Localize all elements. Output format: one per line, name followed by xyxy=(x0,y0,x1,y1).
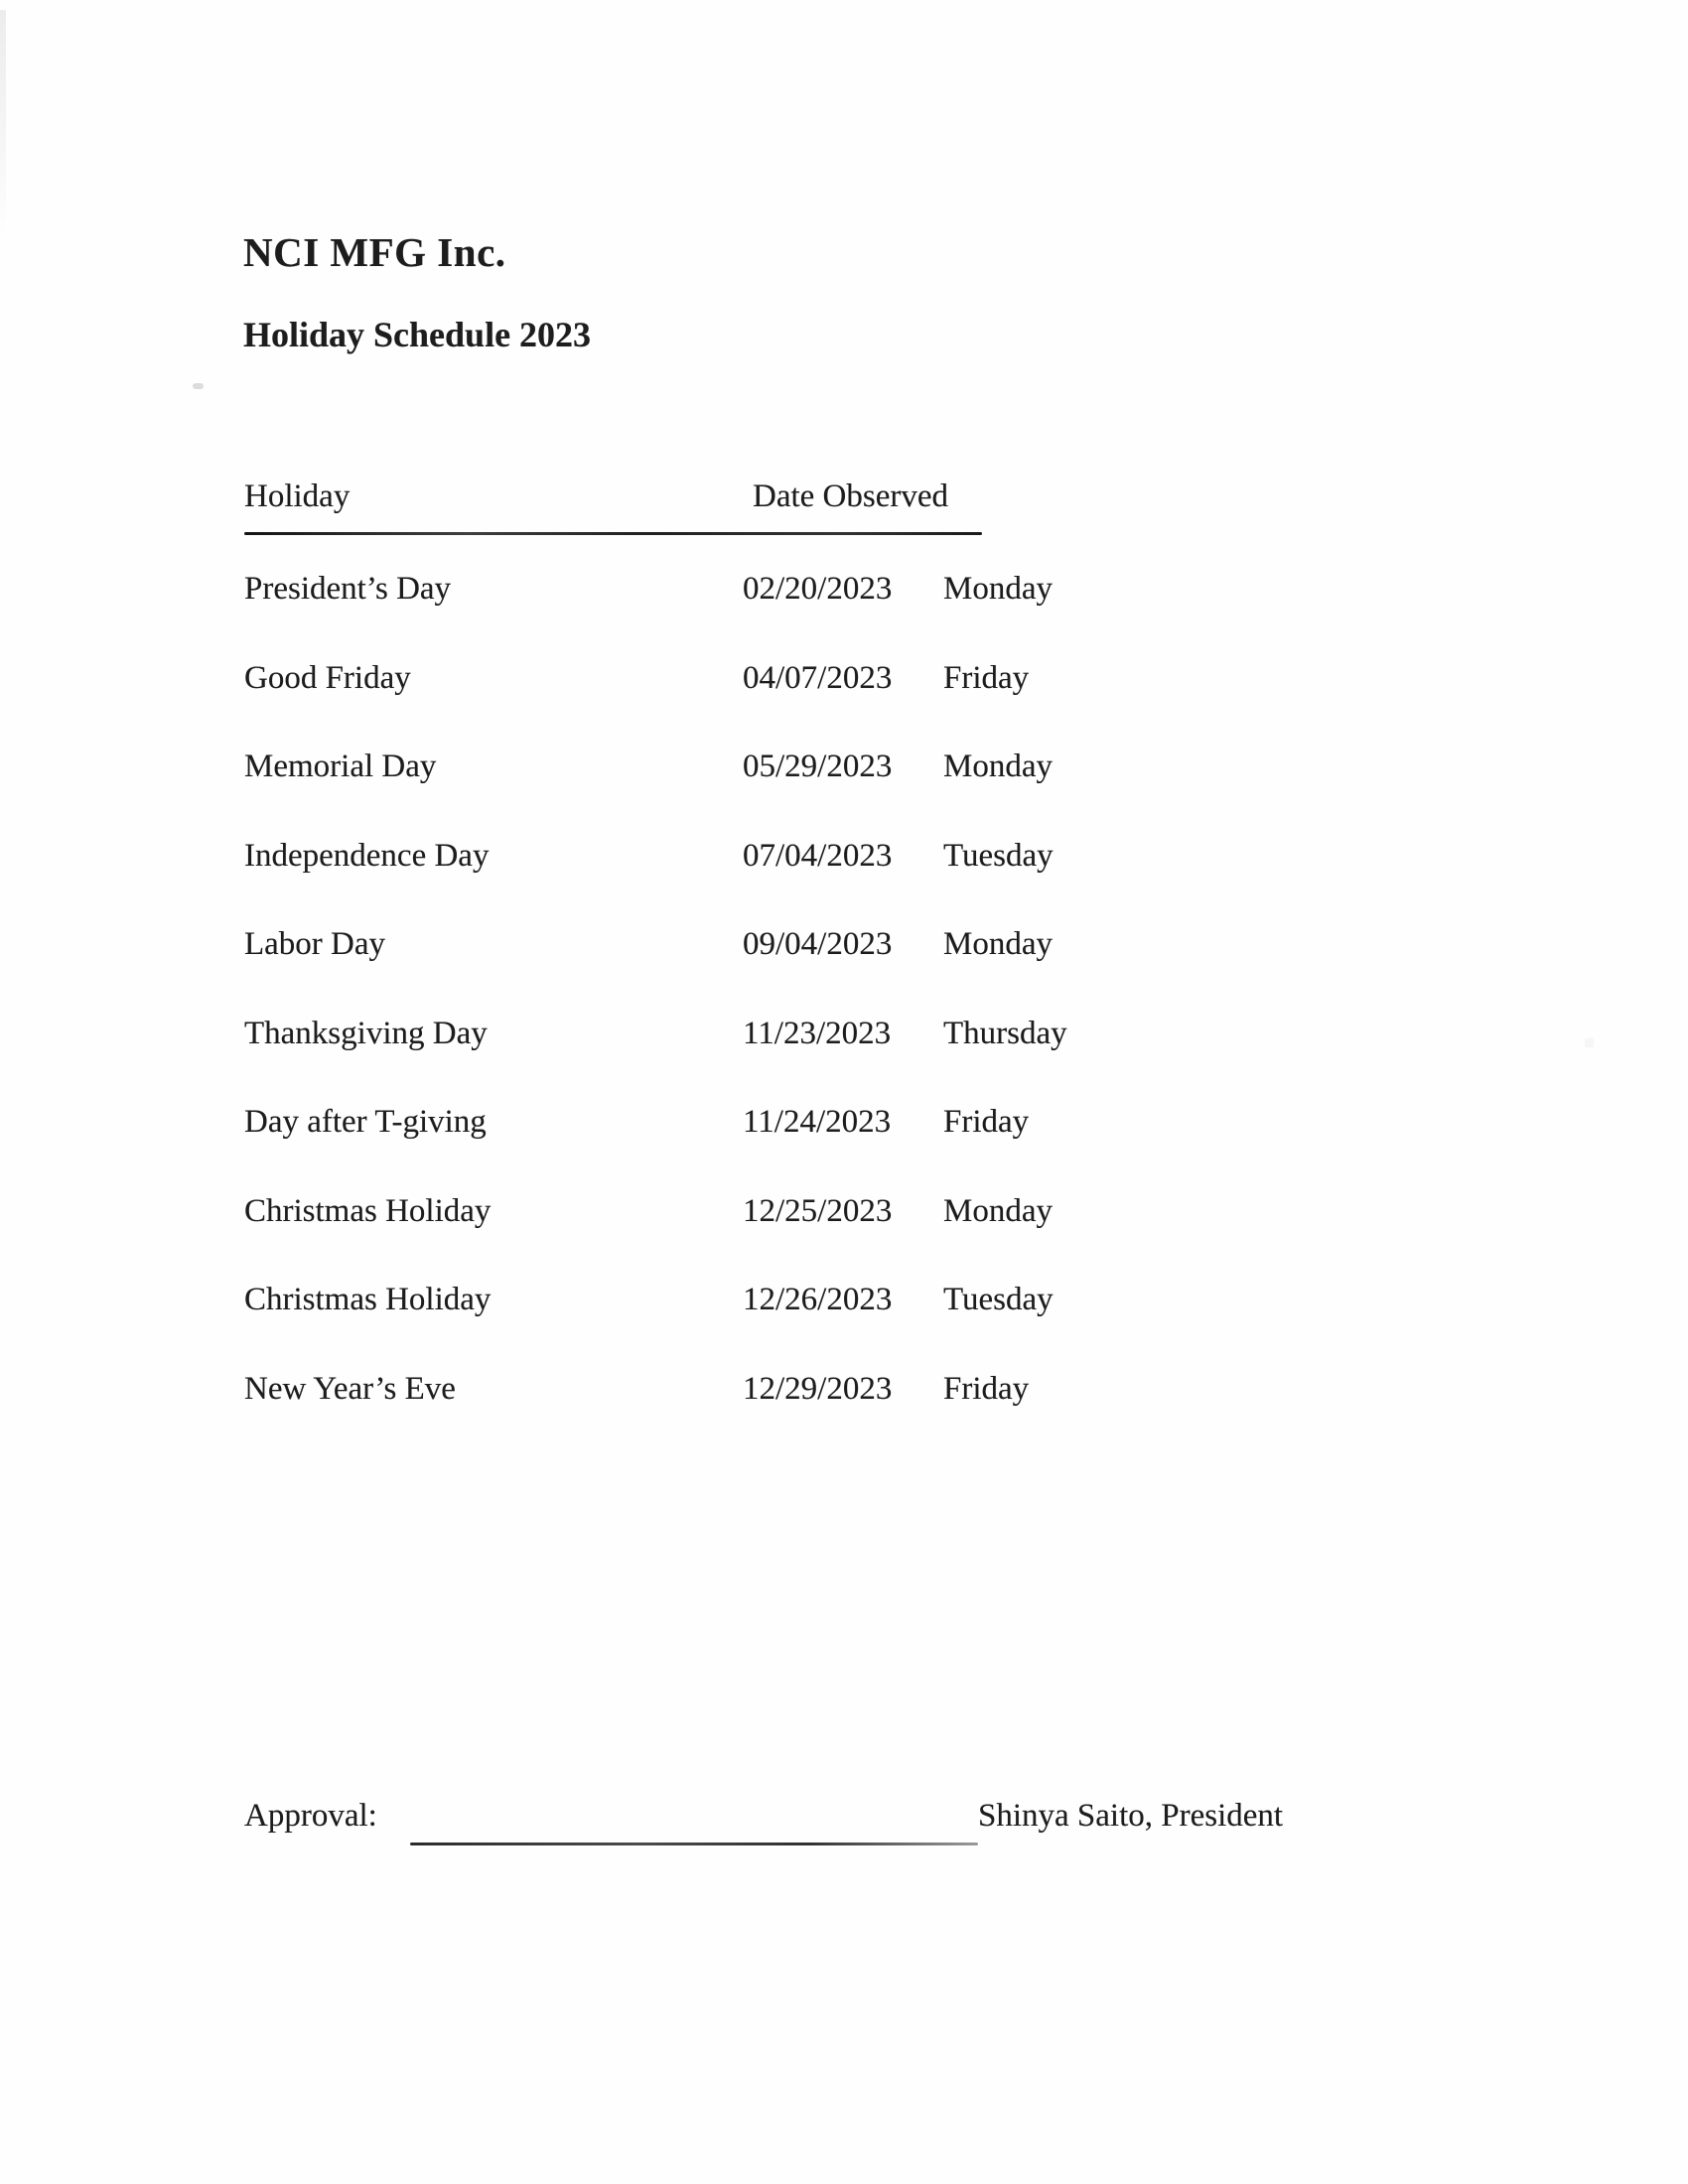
holiday-name: Christmas Holiday xyxy=(244,1282,492,1317)
approval-section xyxy=(244,1798,1485,1867)
date-observed: 11/23/2023 xyxy=(743,1015,892,1051)
date-observed: 12/26/2023 xyxy=(743,1282,893,1317)
holiday-table xyxy=(244,571,1386,1459)
scan-artifact-speck xyxy=(1585,1038,1594,1047)
date-observed: 04/07/2023 xyxy=(743,659,893,696)
holiday-name: Thanksgiving Day xyxy=(244,1015,488,1051)
weekday: Monday xyxy=(943,749,1053,784)
scan-artifact-speck xyxy=(193,383,204,389)
document-title: Holiday Schedule 2023 xyxy=(243,315,592,354)
table-row xyxy=(244,1371,1386,1460)
table-header-underline xyxy=(244,532,982,535)
table-row xyxy=(244,749,1386,838)
table-row xyxy=(244,1104,1386,1193)
weekday: Monday xyxy=(943,1192,1053,1229)
date-observed: 02/20/2023 xyxy=(743,571,893,607)
signature-line xyxy=(410,1843,978,1845)
table-row xyxy=(244,1016,1386,1105)
scan-artifact-left-streak xyxy=(0,10,6,238)
table-row xyxy=(244,1193,1386,1283)
column-header-holiday: Holiday xyxy=(244,478,351,514)
table-row xyxy=(244,926,1386,1016)
date-observed: 05/29/2023 xyxy=(743,749,893,784)
table-row xyxy=(244,1282,1386,1371)
holiday-name: President’s Day xyxy=(244,571,452,607)
weekday: Tuesday xyxy=(943,837,1054,874)
column-header-date-observed: Date Observed xyxy=(753,478,949,514)
date-observed: 09/04/2023 xyxy=(743,926,893,962)
approver-name: Shinya Saito, President xyxy=(978,1798,1284,1834)
weekday: Monday xyxy=(943,926,1053,962)
weekday: Monday xyxy=(943,571,1053,607)
weekday: Thursday xyxy=(943,1015,1067,1051)
weekday: Friday xyxy=(943,1104,1030,1140)
table-row xyxy=(244,571,1386,660)
date-observed: 12/25/2023 xyxy=(743,1192,893,1229)
date-observed: 12/29/2023 xyxy=(743,1370,893,1407)
table-header-row xyxy=(244,478,982,533)
approval-label: Approval: xyxy=(244,1798,377,1834)
holiday-name: New Year’s Eve xyxy=(244,1370,456,1407)
holiday-name: Day after T-giving xyxy=(244,1104,487,1140)
date-observed: 11/24/2023 xyxy=(743,1104,892,1140)
holiday-name: Labor Day xyxy=(244,926,386,962)
holiday-name: Independence Day xyxy=(244,837,490,874)
holiday-name: Memorial Day xyxy=(244,749,437,784)
date-observed: 07/04/2023 xyxy=(743,837,893,874)
weekday: Friday xyxy=(943,659,1030,696)
company-name: NCI MFG Inc. xyxy=(243,229,506,275)
holiday-name: Good Friday xyxy=(244,659,411,696)
weekday: Friday xyxy=(943,1370,1030,1407)
table-row xyxy=(244,660,1386,750)
table-row xyxy=(244,838,1386,927)
weekday: Tuesday xyxy=(943,1282,1054,1317)
holiday-name: Christmas Holiday xyxy=(244,1192,492,1229)
